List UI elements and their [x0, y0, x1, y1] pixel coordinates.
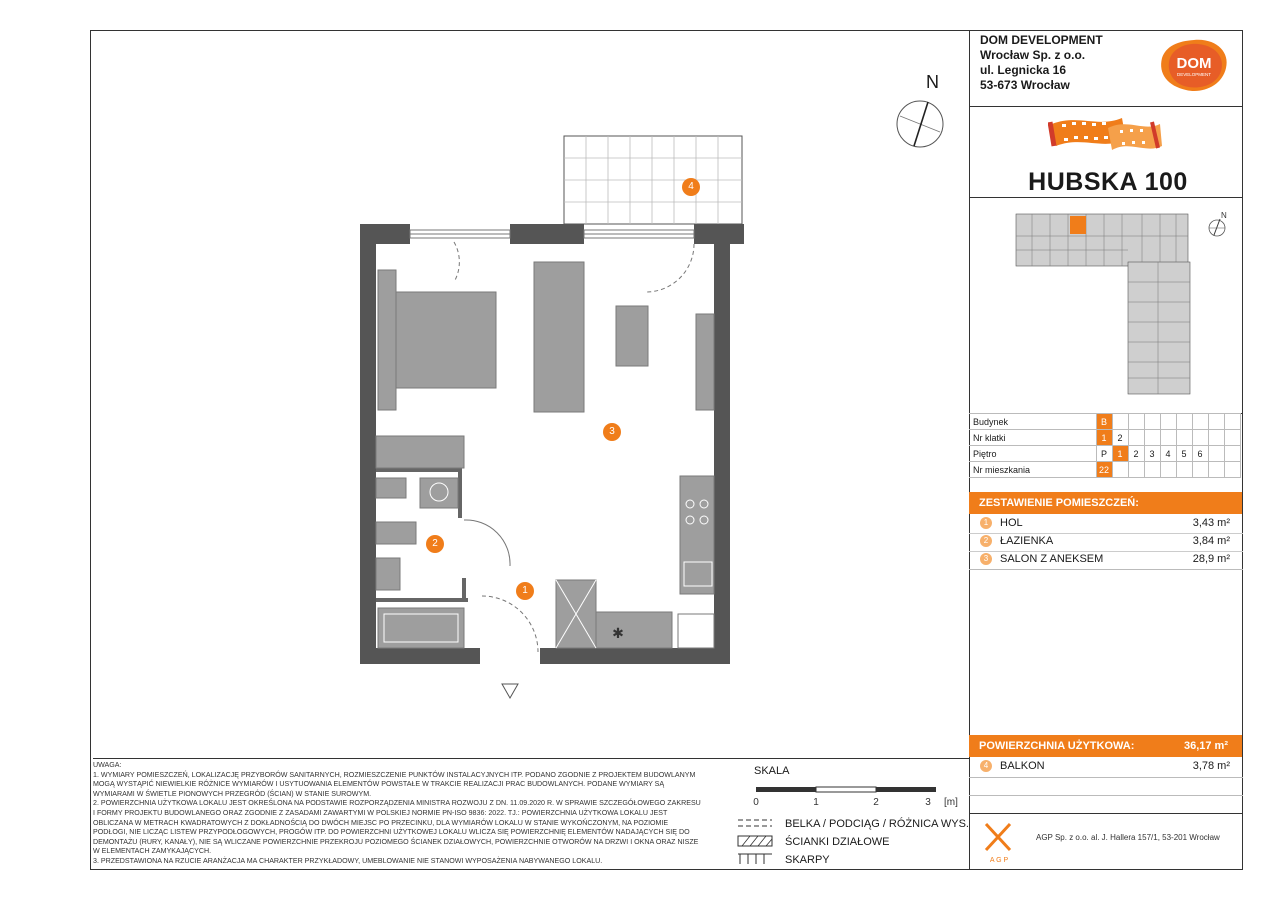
info-row [969, 414, 1240, 430]
room-marker-2: 2 [426, 535, 444, 553]
balcony-name: BALKON [1000, 760, 1045, 772]
project-title: HUBSKA 100 [1028, 168, 1188, 196]
info-row-label: Budynek [969, 414, 1096, 430]
usable-area-label: POWIERZCHNIA UŻYTKOWA: [979, 740, 1135, 752]
note-line: I FORMY PROJEKTU BUDOWLANEGO ORAZ ZGODNIE Z ZASADAMI ZAWARTYMI W POLSKIEJ NORMIE PN-ISO 9836: 2022. TJ.: POWIERZCHNIA UŻYTKOWA LOKALU JEST [93, 808, 668, 817]
info-cell [1144, 462, 1160, 478]
svg-text:N: N [1221, 211, 1227, 220]
building-key-plan [1012, 206, 1240, 402]
note-line: PODŁOGI, NIE LICZĄC LISTEW PRZYPODŁOGOWYCH, PROGÓW ITP. DO POWIERZCHNI UŻYTKOWEJ LOKALU WLICZA SIĘ POWIERZCHNIĘ ELEMENTÓW NADAJĄCYCH SIĘ DO [93, 828, 690, 837]
note-line: WYMIARAMI W ŚWIETLE PIONOWYCH PRZEGRÓD (ŚCIAN) W STANIE SUROWYM. [93, 789, 372, 798]
info-cell: 22 [1096, 462, 1112, 478]
info-cell [1176, 462, 1192, 478]
info-cell [1224, 414, 1240, 430]
room-row [980, 517, 1230, 533]
info-cell: 1 [1096, 430, 1112, 446]
info-cell [1128, 430, 1144, 446]
blank-divider [969, 795, 1243, 796]
note-line: 1. WYMIARY POMIESZCZEŃ, LOKALIZACJĘ PRZYBORÓW SANITARNYCH, ROZMIESZCZENIE PUNKTÓW INSTALACYJNYCH ITP. PODANO ZGODNIE Z PROJEKTEM BUDOWLANYM [93, 770, 696, 779]
company-logo [1158, 38, 1230, 94]
balcony-number: 4 [980, 760, 992, 772]
info-cell [1224, 462, 1240, 478]
apartment-info-table [969, 413, 1241, 478]
info-cell: 2 [1112, 430, 1128, 446]
note-line: DEMONTAŻU (RURY, KANAŁY), NIE SĄ WLICZANE POWIERZCHNIE PRZEKROJU POZIOMEGO ŚCIANEK DZIAŁOWYCH, POWIERZCHNIE OTWORÓW NA DRZWI I OKNA ORAZ NISZE [93, 837, 699, 846]
room-area: 28,9 m² [1192, 553, 1230, 565]
room-name: ŁAZIENKA [1000, 535, 1054, 547]
notes-divider [93, 758, 969, 759]
info-cell: 6 [1192, 446, 1208, 462]
scale-unit: [m] [944, 797, 958, 808]
info-cell: B [1096, 414, 1112, 430]
scale-bar [748, 784, 958, 810]
note-line: 3. PRZEDSTAWIONA NA RZUCIE ARANŻACJA MA CHARAKTER PRZYKŁADOWY, UMEBLOWANIE NIE STANOWI WYPOSAŻENIA NABYWANEGO LOKALU. [93, 856, 603, 865]
room-name: SALON Z ANEKSEM [1000, 553, 1104, 565]
sidebar-divider-4 [969, 813, 1243, 814]
note-line: 2. POWIERZCHNIA UŻYTKOWA LOKALU JEST OKREŚLONA NA PODSTAWIE ROZPORZĄDZENIA MINISTRA ROZWOJU Z DN. 11.09.2020 R. W SPRAWIE SZCZEGÓŁOWEGO ZAKRESU [93, 799, 701, 808]
balcony-row [980, 760, 1230, 776]
note-line: W ELEMENTACH ZAMYKAJĄCYCH. [93, 847, 212, 856]
info-cell [1208, 446, 1224, 462]
info-cell [1192, 414, 1208, 430]
room-name: HOL [1000, 517, 1023, 529]
floor-plan [350, 130, 760, 710]
legend-symbols [736, 816, 776, 868]
rooms-end-divider [969, 569, 1243, 570]
room-number: 3 [980, 553, 992, 565]
scale-label: SKALA [754, 765, 790, 777]
info-cell [1192, 430, 1208, 446]
info-cell [1192, 462, 1208, 478]
info-cell [1224, 446, 1240, 462]
info-cell [1176, 414, 1192, 430]
legend-partition: ŚCIANKI DZIAŁOWE [785, 836, 890, 848]
room-marker-3: 3 [603, 423, 621, 441]
info-cell: P [1096, 446, 1112, 462]
balcony-area: 3,78 m² [1192, 760, 1230, 772]
info-row [969, 462, 1240, 478]
info-cell: 2 [1128, 446, 1144, 462]
info-row [969, 430, 1240, 446]
north-arrow [894, 98, 946, 150]
logo-subtext: DEVELOPMENT [1176, 72, 1212, 77]
info-cell [1208, 430, 1224, 446]
info-cell [1128, 462, 1144, 478]
info-cell [1128, 414, 1144, 430]
room-divider [969, 533, 1243, 534]
info-cell [1112, 462, 1128, 478]
fridge-symbol: ✱ [612, 626, 624, 642]
scale-tick-2: 2 [873, 797, 879, 808]
legend-slope: SKARPY [785, 854, 830, 866]
usable-area-value: 36,17 m² [1183, 740, 1228, 752]
room-row [980, 535, 1230, 551]
usable-area-bar [969, 735, 1242, 757]
info-row [969, 446, 1240, 462]
balcony-divider [969, 777, 1243, 778]
info-cell: 4 [1160, 446, 1176, 462]
info-row-label: Piętro [969, 446, 1096, 462]
note-line: OBLICZANA W METRACH KWADRATOWYCH Z DOKŁADNOŚCIĄ DO DWÓCH MIEJSC PO PRZECINKU, DLA WYMIARÓW LOKALU W STANIE WYKOŃCZONYM, NA POZIOMIE [93, 818, 669, 827]
notes-block [93, 761, 723, 867]
sidebar-divider-2 [969, 197, 1243, 198]
info-cell [1160, 430, 1176, 446]
info-cell [1160, 414, 1176, 430]
info-cell [1208, 414, 1224, 430]
company-city: 53-673 Wrocław [980, 78, 1070, 92]
info-cell [1160, 462, 1176, 478]
info-cell [1176, 430, 1192, 446]
room-area: 3,43 m² [1192, 517, 1230, 529]
company-line2: Wrocław Sp. z o.o. [980, 48, 1086, 62]
key-plan-compass [1209, 211, 1227, 236]
info-cell [1224, 430, 1240, 446]
note-line: MOGĄ WYSTĄPIĆ NIEWIELKIE RÓŻNICE WYMIARÓW I USYTUOWANIA ELEMENTÓW POWSTAŁE W TRAKCIE REALIZACJI PRAC BUDOWLANYCH. PODANE WYMIARY SĄ [93, 780, 665, 789]
info-cell [1208, 462, 1224, 478]
north-label: N [926, 72, 939, 92]
info-cell [1144, 414, 1160, 430]
info-row-label: Nr klatki [969, 430, 1096, 446]
room-row [980, 553, 1230, 569]
room-number: 2 [980, 535, 992, 547]
rooms-header: ZESTAWIENIE POMIESZCZEŃ: [969, 492, 1242, 514]
agp-logo-text: A G P [989, 857, 1009, 864]
info-cell: 1 [1112, 446, 1128, 462]
agp-address: AGP Sp. z o.o. al. J. Hallera 157/1, 53-201 Wrocław [1036, 833, 1220, 842]
room-number: 1 [980, 517, 992, 529]
logo-text: DOM [1176, 55, 1212, 72]
legend-beam: BELKA / PODCIĄG / RÓŻNICA WYS. [785, 818, 969, 830]
info-cell: 3 [1144, 446, 1160, 462]
room-marker-1: 1 [516, 582, 534, 600]
sidebar-divider-1 [969, 106, 1243, 107]
info-cell [1112, 414, 1128, 430]
scale-tick-3: 3 [925, 797, 931, 808]
film-strip-graphic [1048, 110, 1164, 166]
scale-tick-0: 0 [753, 797, 759, 808]
room-marker-4: 4 [682, 178, 700, 196]
company-name: DOM DEVELOPMENT [980, 33, 1103, 47]
info-cell: 5 [1176, 446, 1192, 462]
room-area: 3,84 m² [1192, 535, 1230, 547]
notes-title: UWAGA: [93, 761, 122, 769]
info-cell [1144, 430, 1160, 446]
agp-logo [982, 822, 1016, 864]
scale-tick-1: 1 [813, 797, 819, 808]
company-street: ul. Legnicka 16 [980, 63, 1067, 77]
company-address [980, 33, 1103, 93]
room-divider [969, 551, 1243, 552]
info-row-label: Nr mieszkania [969, 462, 1096, 478]
